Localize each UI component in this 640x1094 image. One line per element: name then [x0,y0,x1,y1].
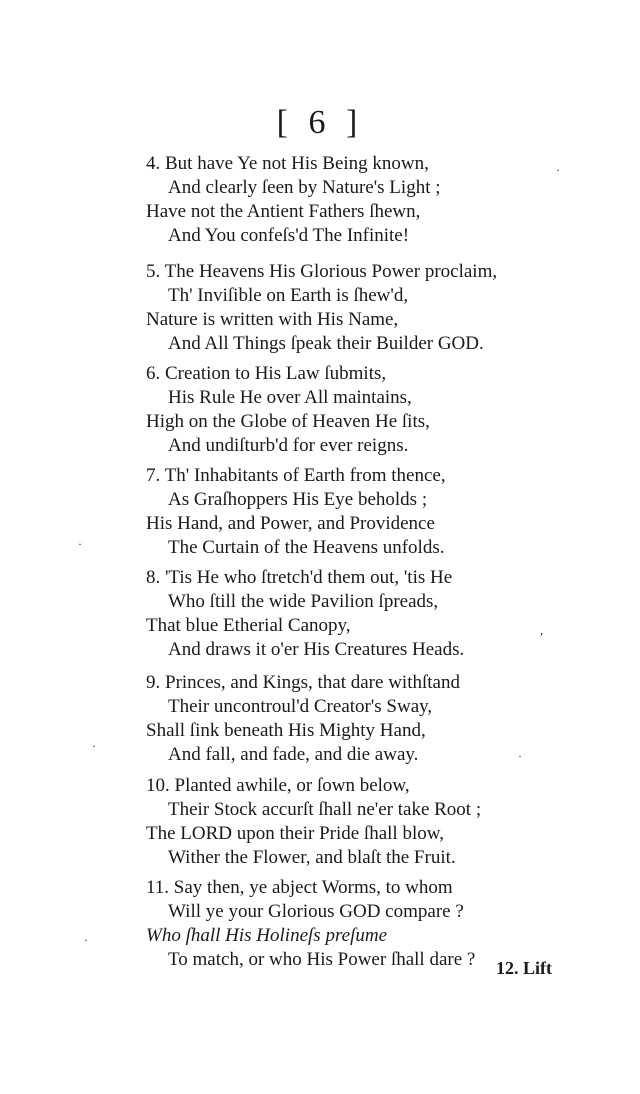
print-speck: · [518,749,522,763]
print-speck: · [92,739,96,753]
stanza-4 [146,152,441,248]
verse-text: Princes, and Kings, that dare withſtand [165,672,460,693]
verse-line: And You confeſs'd The Infinite! [168,225,410,246]
stanza-number: 8. [146,567,161,588]
verse-text: But have Ye not His Being known, [165,153,429,174]
verse-text: Th' Inhabitants of Earth from thence, [164,465,446,486]
stanza-number: 5. [146,261,161,282]
verse-text: 'Tis He who ſtretch'd them out, 'tis He [165,567,453,588]
stanza-5 [146,260,497,356]
verse-line [146,774,481,798]
print-speck: · [556,163,560,177]
verse-line: And fall, and fade, and die away. [168,744,419,765]
stanza-7 [146,464,446,560]
print-speck: · [78,537,82,551]
stanza-number: 6. [146,363,161,384]
verse-line: Shall ſink beneath His Mighty Hand, [146,720,426,741]
verse-line: The LORD upon their Pride ſhall blow, [146,823,444,844]
print-speck: · [84,933,88,947]
stanza-9 [146,671,460,767]
verse-line: And undiſturb'd for ever reigns. [168,435,409,456]
stanza-number: 9. [146,672,161,693]
verse-line: And All Things ſpeak their Builder GOD. [168,333,484,354]
verse-line [146,362,430,386]
verse-text: The Heavens His Glorious Power proclaim, [164,261,498,282]
print-speck: , [540,623,543,637]
stanza-8 [146,566,464,662]
verse-text: Say then, ye abject Worms, to whom [173,877,453,898]
verse-line: Th' Inviſible on Earth is ſhew'd, [168,285,409,306]
verse-line [146,260,497,284]
verse-line: And clearly ſeen by Nature's Light ; [168,177,441,198]
verse-line: Will ye your Glorious GOD compare ? [168,901,464,922]
verse-line [146,152,441,176]
stanza-number: 11. [146,877,170,898]
verse-line: Their uncontroul'd Creator's Sway, [168,696,433,717]
verse-line [146,671,460,695]
verse-text: Planted awhile, or ſown below, [174,775,410,796]
stanza-11 [146,876,475,972]
stanza-number: 4. [146,153,161,174]
verse-line: That blue Etherial Canopy, [146,615,351,636]
verse-line: Wither the Flower, and blaſt the Fruit. [168,847,456,868]
verse-line: Have not the Antient Fathers ſhewn, [146,201,421,222]
verse-line: To match, or who His Power ſhall dare ? [168,949,476,970]
verse-line: Nature is written with His Name, [146,309,399,330]
stanza-number: 10. [146,775,170,796]
verse-line [146,876,475,900]
verse-line: Who ſhall His Holineſs preſume [146,925,387,946]
stanza-10 [146,774,481,870]
catchword: 12. Lift [496,958,552,978]
verse-line: As Graſhoppers His Eye beholds ; [168,489,428,510]
stanza-number: 7. [146,465,161,486]
stanza-6 [146,362,430,458]
verse-line: His Hand, and Power, and Providence [146,513,435,534]
verse-line [146,566,464,590]
verse-line: Their Stock accurſt ſhall ne'er take Root ; [168,799,482,820]
verse-line: High on the Globe of Heaven He ſits, [146,411,430,432]
verse-line: And draws it o'er His Creatures Heads. [168,639,465,660]
verse-line: The Curtain of the Heavens unfolds. [168,537,445,558]
verse-line: His Rule He over All maintains, [168,387,412,408]
verse-line [146,464,446,488]
page-number: [ 6 ] [276,104,364,141]
verse-text: Creation to His Law ſubmits, [165,363,387,384]
verse-line: Who ſtill the wide Pavilion ſpreads, [168,591,439,612]
